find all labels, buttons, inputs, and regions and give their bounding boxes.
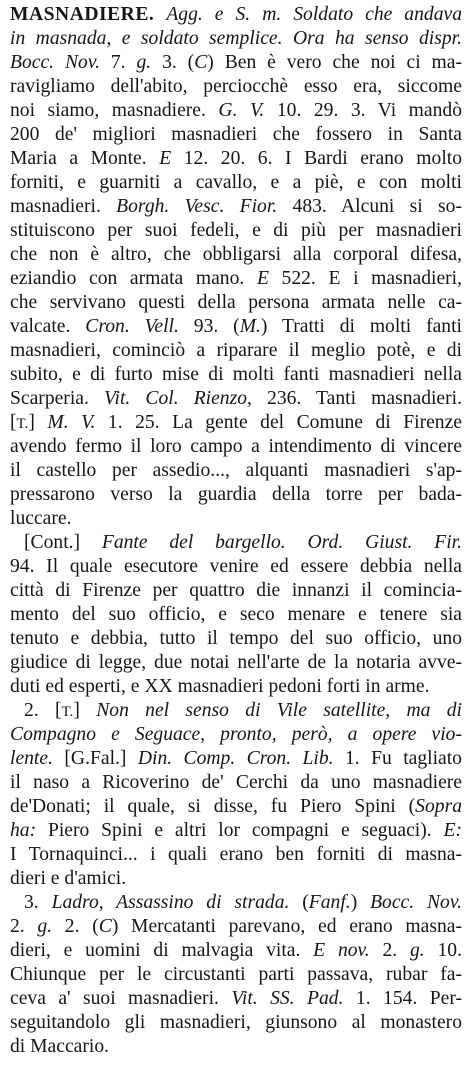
italic-text: Cron. Vell.	[85, 316, 179, 337]
italic-text: E	[159, 148, 172, 169]
text-run: duti ed esperti, e XX masnadieri pedoni forti in arme.	[10, 676, 430, 697]
text-line	[10, 627, 462, 651]
text-line	[10, 387, 462, 411]
text-run: tenuto e debbia, tutto il tempo del suo officio, uno	[10, 628, 462, 649]
text-line	[10, 555, 462, 579]
text-run: T.	[61, 704, 74, 720]
text-run: 522. E i masnadieri,	[268, 268, 462, 289]
text-line	[10, 435, 462, 459]
italic-text: ha:	[10, 820, 37, 841]
text-run: 3. (	[151, 52, 195, 73]
text-run: di Maccario.	[10, 1036, 110, 1057]
text-line	[10, 843, 462, 867]
text-line	[10, 219, 462, 243]
text-line	[10, 507, 462, 531]
italic-text: G. V.	[218, 100, 265, 121]
text-run: che non è altro, che obbligarsi alla corporal difesa,	[10, 244, 462, 265]
text-line	[10, 243, 462, 267]
text-run: ]	[28, 412, 48, 433]
text-run: 1. Fu tagliato	[333, 748, 462, 769]
text-line	[10, 699, 462, 723]
text-run: [	[10, 412, 17, 433]
text-line	[10, 123, 462, 147]
italic-text: g.	[136, 52, 152, 73]
italic-text: Compagno e Seguace, pronto, però, a opere vio-	[10, 724, 462, 745]
text-run: 93. (	[178, 316, 240, 337]
text-run: ) Ben è vero che noi ci ma-	[207, 52, 462, 73]
text-run: che servivano questi della persona armata nelle ca-	[10, 292, 462, 313]
text-line	[10, 99, 462, 123]
text-run: masnadieri, cominciò a riparare il meglio potè, e di	[10, 340, 462, 361]
text-line	[10, 747, 462, 771]
text-run: noi siamo, masnadiere.	[10, 100, 219, 121]
text-line	[10, 1011, 462, 1035]
text-run: avendo fermo il loro campo a intendimento di vincere	[10, 436, 462, 457]
text-run: 94. Il quale esecutore venire ed essere debbia nella	[10, 556, 462, 577]
text-run: Maria a Monte.	[10, 148, 160, 169]
italic-text: E nov.	[313, 940, 370, 961]
text-run: ) Mercatanti parevano, ed erano masna-	[111, 916, 462, 937]
text-run: (	[289, 892, 309, 913]
italic-text: Fanf.	[308, 892, 351, 913]
italic-text: Vit. SS. Pad.	[231, 988, 344, 1009]
italic-text: g.	[37, 916, 53, 937]
text-run: [G.Fal.]	[52, 748, 138, 769]
text-line	[10, 867, 462, 891]
italic-text: Bocc. Nov.	[370, 892, 462, 913]
text-run: 12. 20. 6. I Bardi erano molto	[171, 148, 462, 169]
text-line	[10, 723, 462, 747]
text-line	[10, 339, 462, 363]
text-run: il castello per assedio..., alquanti masnadieri s'ap-	[10, 460, 462, 481]
italic-text: C	[194, 52, 208, 73]
text-line	[10, 675, 462, 699]
text-run: dieri, e uomini di malvagia vita.	[10, 940, 314, 961]
italic-text: E:	[443, 820, 462, 841]
text-line	[10, 75, 462, 99]
text-line	[10, 579, 462, 603]
text-run: 1. 154. Per-	[343, 988, 462, 1009]
text-run: stituiscono per suoi fedeli, e di più per masnadieri	[10, 220, 462, 241]
italic-text: Ladro, Assassino di strada.	[51, 892, 290, 913]
text-run: Piero Spini e altri lor compagni e seguaci).	[36, 820, 444, 841]
text-run: forniti, e guarniti a cavallo, e a piè, e con molti	[10, 172, 462, 193]
text-run: città di Firenze per quattro die innanzi il comincia-	[10, 580, 462, 601]
text-line	[10, 171, 462, 195]
text-run: 2. (	[52, 916, 99, 937]
italic-text: M. V.	[47, 412, 96, 433]
text-line	[10, 51, 462, 75]
text-line	[10, 3, 462, 27]
text-line	[10, 411, 462, 435]
text-run: giudice di legge, due notai nell'arte de la notaria avve-	[10, 652, 462, 673]
text-run: 10.	[424, 940, 462, 961]
italic-text: Borgh. Vesc. Fior.	[116, 196, 278, 217]
text-run: Scarperia.	[10, 388, 104, 409]
text-line	[10, 1035, 462, 1059]
italic-text: E	[256, 268, 269, 289]
italic-text: Vit. Col. Rienzo,	[103, 388, 252, 409]
italic-text: Bocc. Nov.	[10, 52, 100, 73]
text-run: eziandio con armata mano.	[10, 268, 257, 289]
text-run: ravigliamo dell'abito, perciocchè esso era, siccome	[10, 76, 462, 97]
headword: MASNADIERE.	[10, 4, 155, 25]
text-run: ceva a' suoi masnadieri.	[10, 988, 232, 1009]
italic-text: M.	[239, 316, 261, 337]
italic-text: Non nel senso di Vile satellite, ma di	[96, 700, 462, 721]
text-run: mento del suo officio, e seco menare e tenere sia	[10, 604, 462, 625]
text-run: 1. 25. La gente del Comune di Firenze	[95, 412, 462, 433]
italic-text: Fante del bargello. Ord. Giust. Fir.	[101, 532, 462, 553]
text-line	[10, 819, 462, 843]
text-run: )	[350, 892, 371, 913]
text-run: pressarono verso la guardia della torre per bada-	[10, 484, 462, 505]
text-run: 2. [	[24, 700, 62, 721]
text-line	[10, 531, 462, 555]
text-line	[10, 891, 462, 915]
text-line	[10, 651, 462, 675]
italic-text: Sopra	[415, 796, 462, 817]
text-line	[10, 267, 462, 291]
text-run: seguitandolo gli masnadieri, giunsono al monastero	[10, 1012, 462, 1033]
text-line	[10, 987, 462, 1011]
text-line	[10, 915, 462, 939]
text-run: ]	[73, 700, 97, 721]
text-line	[10, 963, 462, 987]
text-run: 7.	[99, 52, 137, 73]
text-run: luccare.	[10, 508, 72, 529]
text-run	[154, 4, 166, 25]
text-line	[10, 291, 462, 315]
italic-text: lente.	[10, 748, 53, 769]
text-run: 2.	[10, 916, 38, 937]
text-run: [Cont.]	[24, 532, 102, 553]
text-run: dieri e d'amici.	[10, 868, 127, 889]
text-run: 200 de' migliori masnadieri che fossero in Santa	[10, 124, 462, 145]
text-run: T.	[16, 416, 29, 432]
text-run: de'Donati; il quale, si disse, fu Piero Spini (	[10, 796, 416, 817]
text-line	[10, 195, 462, 219]
text-line	[10, 147, 462, 171]
text-run: 2.	[369, 940, 410, 961]
italic-text: C	[98, 916, 112, 937]
italic-text: Din. Comp. Cron. Lib.	[137, 748, 334, 769]
text-line	[10, 939, 462, 963]
text-run: Chiunque per le circustanti parti passava, rubar fa-	[10, 964, 462, 985]
text-run: 3.	[24, 892, 52, 913]
text-line	[10, 483, 462, 507]
text-run: 483. Alcuni si so-	[277, 196, 462, 217]
text-run: 236. Tanti masnadieri.	[251, 388, 462, 409]
text-run: subito, e di furto mise di molti fanti masnadieri nella	[10, 364, 462, 385]
text-line	[10, 27, 462, 51]
text-run: valcate.	[10, 316, 86, 337]
italic-text: g.	[410, 940, 425, 961]
italic-text: in masnada, e soldato semplice. Ora ha senso dispr.	[10, 28, 462, 49]
text-run: masnadieri.	[10, 196, 117, 217]
italic-text: Agg. e S. m. Soldato che andava	[166, 4, 462, 25]
text-run: 10. 29. 3. Vi mandò	[264, 100, 462, 121]
text-line	[10, 795, 462, 819]
text-line	[10, 771, 462, 795]
text-run: I Tornaquinci... i quali erano ben forniti di masna-	[10, 844, 462, 865]
text-line	[10, 603, 462, 627]
text-run: ) Tratti di molti fanti	[260, 316, 462, 337]
text-line	[10, 363, 462, 387]
text-run: il naso a Ricoverino de' Cerchi da uno masnadiere	[10, 772, 462, 793]
text-line	[10, 459, 462, 483]
text-line	[10, 315, 462, 339]
